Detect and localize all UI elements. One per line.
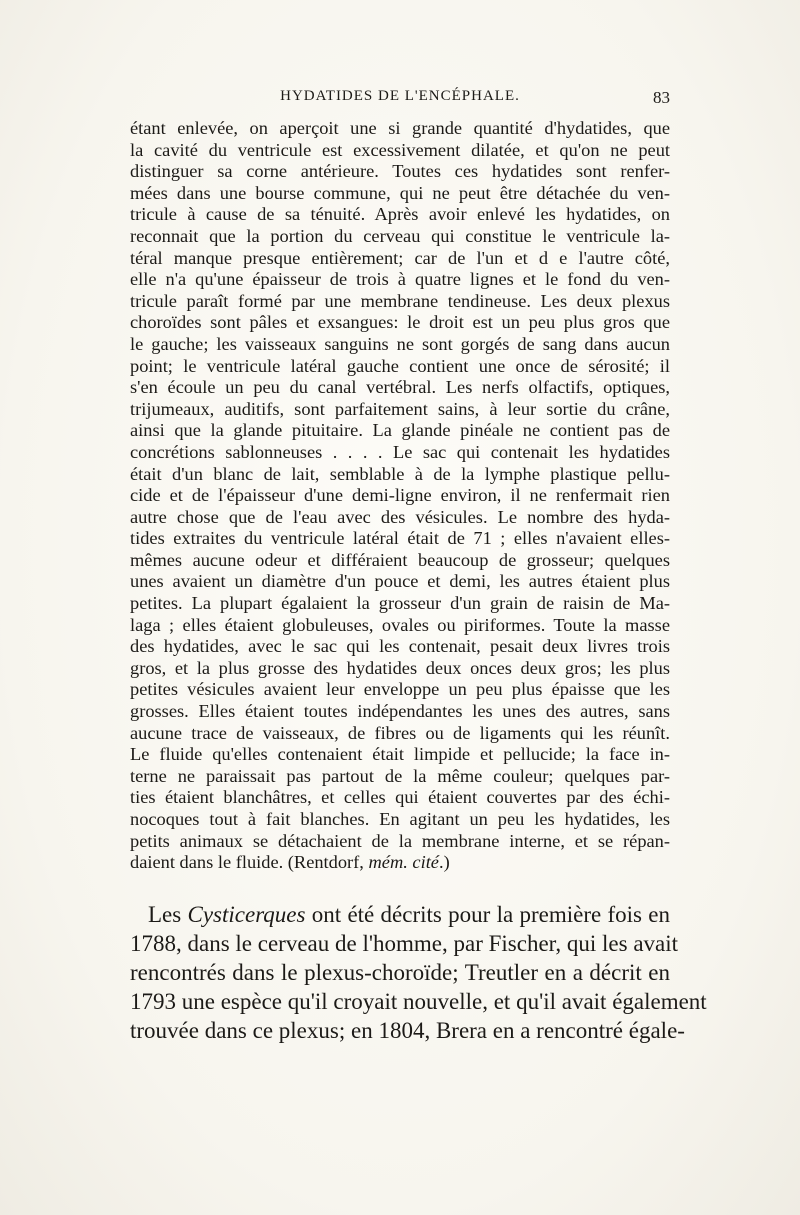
text-line: trijumeaux, auditifs, sont parfaitement sains, à leur sortie du crâne, (130, 398, 670, 419)
text-fragment: Les (148, 901, 188, 927)
text-line: autre chose que de l'eau avec des vésicules. Le nombre des hyda- (130, 506, 670, 527)
page-number: 83 (653, 88, 670, 107)
text-line: tricule à cause de sa ténuité. Après avoir enlevé les hydatides, on (130, 204, 670, 225)
text-line: choroïdes sont pâles et exsangues: le droit est un peu plus gros que (130, 312, 670, 333)
term-italic: Cysticerques (187, 901, 306, 927)
text-line: la cavité du ventricule est excessivement dilatée, et qu'on ne peut (130, 139, 670, 160)
text-line: rencontrés dans le plexus-choroïde; Treutler en a décrit en (130, 959, 670, 985)
page-header (130, 88, 670, 114)
text-line: s'en écoule un peu du canal vertébral. Les nerfs olfactifs, optiques, (130, 377, 670, 398)
text-line: des hydatides, avec le sac qui les contenait, pesait deux livres trois (130, 636, 670, 657)
text-line: petites. La plupart égalaient la grosseur d'un grain de raisin de Ma- (130, 593, 670, 614)
text-line: tides extraites du ventricule latéral était de 71 ; elles n'avaient elles- (130, 528, 670, 549)
text-line: reconnait que la portion du cerveau qui constitue le ventricule la- (130, 225, 670, 246)
text-fragment: daient dans le fluide. (Rentdorf, (130, 852, 369, 873)
text-line: ainsi que la glande pituitaire. La glande pinéale ne contient pas de (130, 420, 670, 441)
text-line: grosses. Elles étaient toutes indépendantes les unes des autres, sans (130, 701, 670, 722)
text-line: mées dans une bourse commune, qui ne peut être détachée du ven- (130, 182, 670, 203)
paragraph-case-report (130, 118, 670, 874)
text-line-citation (130, 852, 670, 874)
running-title: HYDATIDES DE L'ENCÉPHALE. (280, 88, 520, 104)
text-line: mêmes aucune odeur et différaient beaucoup de grosseur; quelques (130, 549, 670, 570)
text-line: ties étaient blanchâtres, et celles qui étaient couvertes par des échi- (130, 787, 670, 808)
page-body (130, 118, 707, 1045)
text-line: unes avaient un diamètre d'un pouce et demi, les autres étaient plus (130, 571, 670, 592)
text-fragment: .) (438, 852, 450, 873)
text-line: terne ne paraissait pas partout de la même couleur; quelques par- (130, 765, 670, 786)
text-line: point; le ventricule latéral gauche contient une once de sérosité; il (130, 355, 670, 376)
text-line: distinguer sa corne antérieure. Toutes ces hydatides sont renfer- (130, 161, 670, 182)
text-line: cide et de l'épaisseur d'une demi-ligne environ, il ne renfermait rien (130, 485, 670, 506)
text-line: laga ; elles étaient globuleuses, ovales ou piriformes. Toute la masse (130, 614, 670, 635)
text-line: nocoques tout à fait blanches. En agitant un peu les hydatides, les (130, 809, 670, 829)
paragraph-cysticerques (130, 900, 707, 1045)
text-line: le gauche; les vaisseaux sanguins ne sont gorgés de sang dans aucun (130, 333, 670, 354)
text-line: Le fluide qu'elles contenaient était limpide et pellucide; la face in- (130, 744, 670, 765)
text-line: 1788, dans le cerveau de l'homme, par Fischer, qui les avait (130, 930, 679, 956)
text-line: elle n'a qu'une épaisseur de trois à quatre lignes et le fond du ven- (130, 269, 670, 290)
text-line: concrétions sablonneuses . . . . Le sac qui contenait les hydatides (130, 441, 670, 462)
text-line: petites vésicules avaient leur enveloppe un peu plus épaisse que les (130, 679, 670, 700)
text-line: aucune trace de vaisseaux, de fibres ou de ligaments qui les réunît. (130, 722, 670, 743)
text-line: gros, et la plus grosse des hydatides deux onces deux gros; les plus (130, 657, 670, 678)
text-line: téral manque presque entièrement; car de l'un et d e l'autre côté, (130, 247, 670, 268)
text-line: trouvée dans ce plexus; en 1804, Brera en a rencontré égale- (130, 1017, 685, 1043)
text-fragment: ont été décrits pour la première fois en (305, 901, 670, 927)
text-line: étant enlevée, on aperçoit une si grande quantité d'hydatides, que (130, 118, 670, 138)
citation-italic: mém. cité (368, 852, 439, 873)
text-line: était d'un blanc de lait, semblable à de la lymphe plastique pellu- (130, 463, 670, 484)
text-line-first (130, 900, 670, 929)
text-line: 1793 une espèce qu'il croyait nouvelle, et qu'il avait également (130, 988, 707, 1014)
text-line: petits animaux se détachaient de la membrane interne, et se répan- (130, 830, 670, 851)
text-line: tricule paraît formé par une membrane tendineuse. Les deux plexus (130, 290, 670, 311)
